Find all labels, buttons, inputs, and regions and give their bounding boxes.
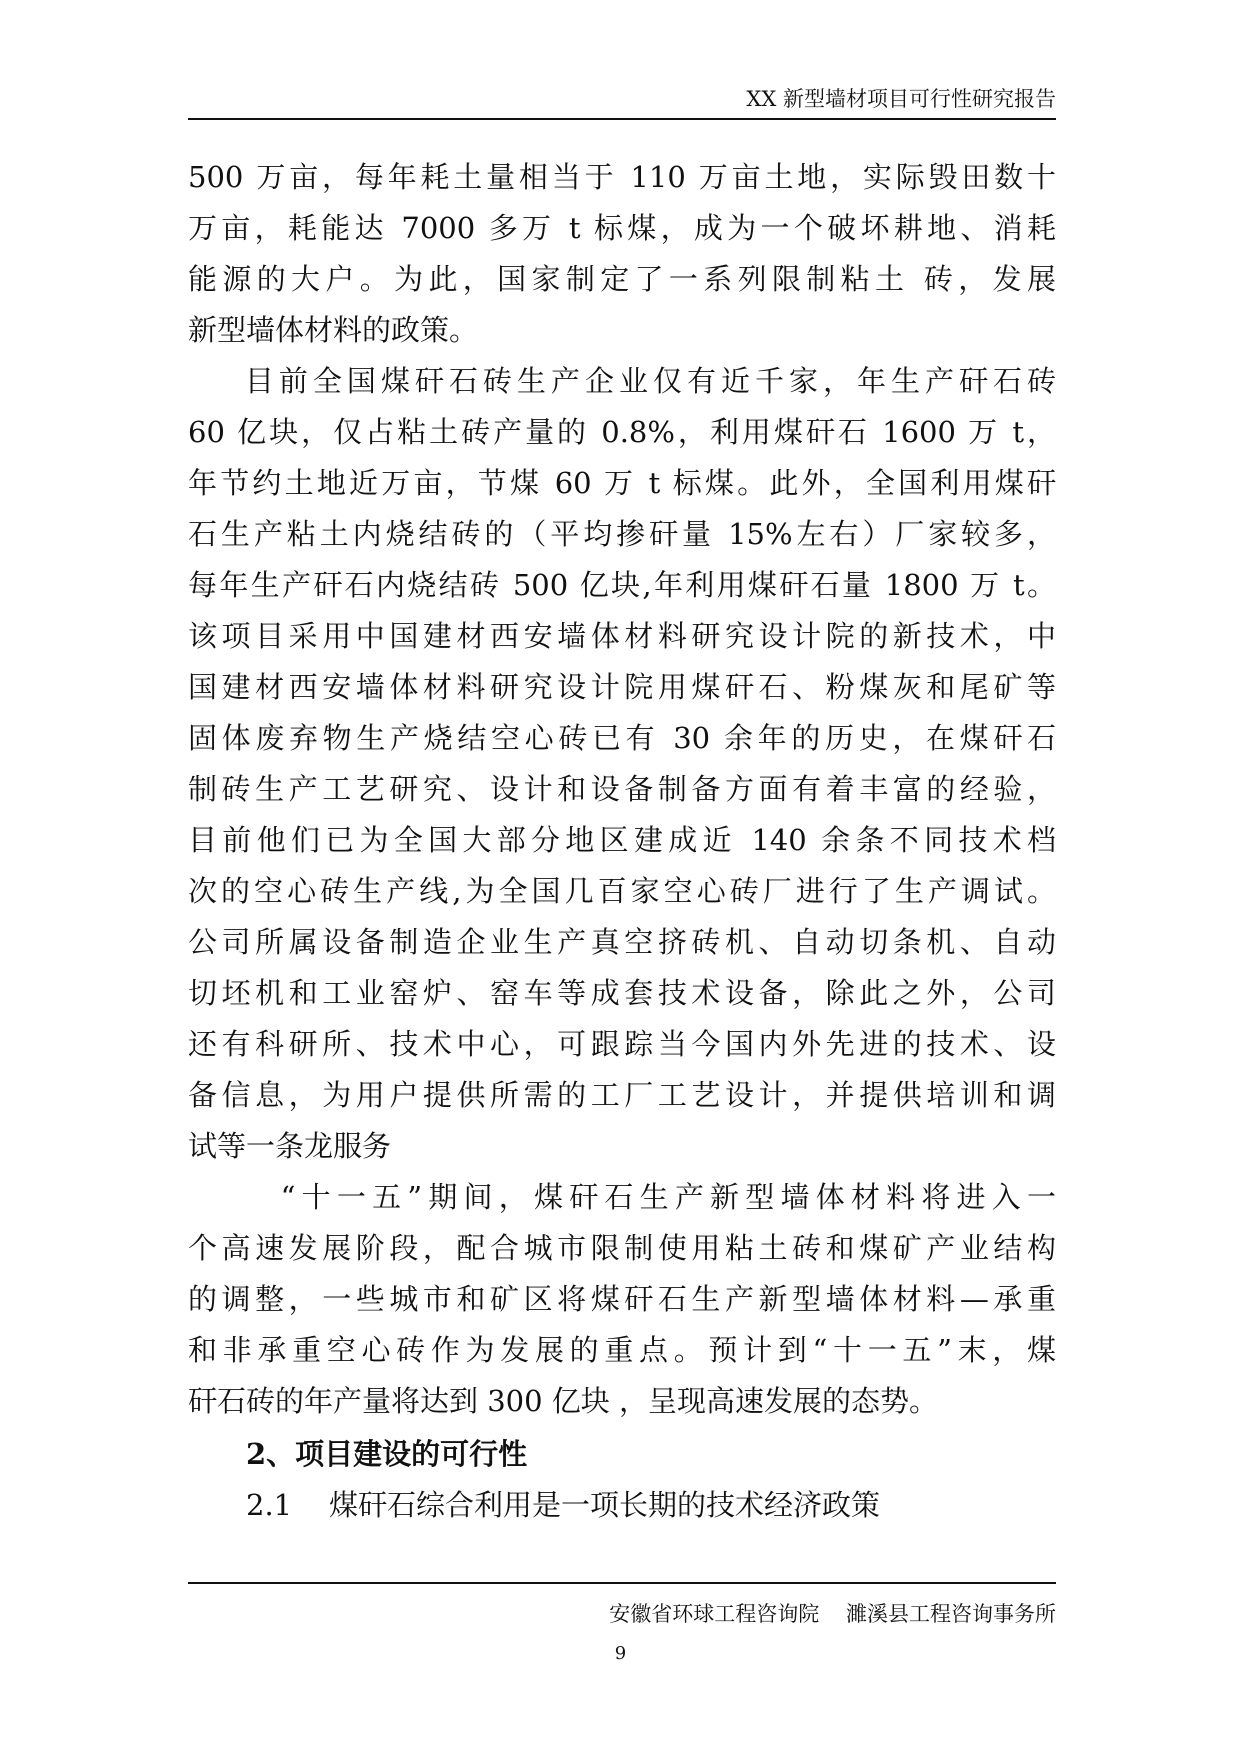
body-line: 国建材西安墙体材料研究设计院用煤矸石、粉煤灰和尾矿等 (188, 670, 1056, 704)
body-line: 制砖生产工艺研究、设计和设备制备方面有着丰富的经验， (188, 772, 1056, 806)
body-line: 年节约土地近万亩，节煤 60 万 t 标煤。此外，全国利用煤矸 (188, 466, 1056, 500)
body-line: 备信息，为用户提供所需的工厂工艺设计，并提供培训和调 (188, 1078, 1056, 1112)
subsection-heading: 2.1 煤矸石综合利用是一项长期的技术经济政策 (246, 1488, 880, 1522)
footer-divider (188, 1582, 1056, 1584)
body-line: 能源的大户。为此，国家制定了一系列限制粘土 砖，发展 (188, 262, 1056, 296)
body-line: 500 万亩，每年耗土量相当于 110 万亩土地，实际毁田数十 (188, 160, 1056, 194)
body-line: 该项目采用中国建材西安墙体材料研究设计院的新技术，中 (188, 619, 1056, 653)
body-line: 的调整，一些城市和矿区将煤矸石生产新型墙体材料—承重 (188, 1282, 1056, 1316)
body-line: 和非承重空心砖作为发展的重点。预计到“十一五”末，煤 (188, 1333, 1056, 1367)
body-line: 60 亿块，仅占粘土砖产量的 0.8%，利用煤矸石 1600 万 t， (188, 415, 1056, 449)
section-heading: 2、项目建设的可行性 (246, 1437, 528, 1471)
body-line: 切坯机和工业窑炉、窑车等成套技术设备，除此之外，公司 (188, 976, 1056, 1010)
body-line: 目前他们已为全国大部分地区建成近 140 余条不同技术档 (188, 823, 1056, 857)
body-line: 每年生产矸石内烧结砖 500 亿块,年利用煤矸石量 1800 万 t。 (188, 568, 1056, 602)
body-text (188, 152, 1056, 1531)
body-line: 次的空心砖生产线,为全国几百家空心砖厂进行了生产调试。 (188, 874, 1056, 908)
footer-organization: 安徽省环球工程咨询院 濉溪县工程咨询事务所 (609, 1602, 1056, 1626)
body-line: 石生产粘土内烧结砖的（平均掺矸量 15%左右）厂家较多， (188, 517, 1056, 551)
page-number: 9 (614, 1643, 627, 1664)
header-title: XX 新型墙材项目可行性研究报告 (746, 87, 1056, 111)
body-line: 试等一条龙服务 (188, 1129, 392, 1163)
header-divider (188, 118, 1056, 120)
body-line: 目前全国煤矸石砖生产企业仅有近千家，年生产矸石砖 (188, 364, 1056, 398)
body-line: 矸石砖的年产量将达到 300 亿块 ，呈现高速发展的态势。 (188, 1384, 939, 1418)
body-line: 个高速发展阶段，配合城市限制使用粘土砖和煤矿产业结构 (188, 1231, 1056, 1265)
body-line: 公司所属设备制造企业生产真空挤砖机、自动切条机、自动 (188, 925, 1056, 959)
body-line: “十一五”期间，煤矸石生产新型墙体材料将进入一 (188, 1180, 1056, 1214)
body-line: 固体废弃物生产烧结空心砖已有 30 余年的历史，在煤矸石 (188, 721, 1056, 755)
body-line: 还有科研所、技术中心，可跟踪当今国内外先进的技术、设 (188, 1027, 1056, 1061)
body-line: 新型墙体材料的政策。 (188, 313, 479, 347)
body-line: 万亩，耗能达 7000 多万 t 标煤，成为一个破坏耕地、消耗 (188, 211, 1056, 245)
